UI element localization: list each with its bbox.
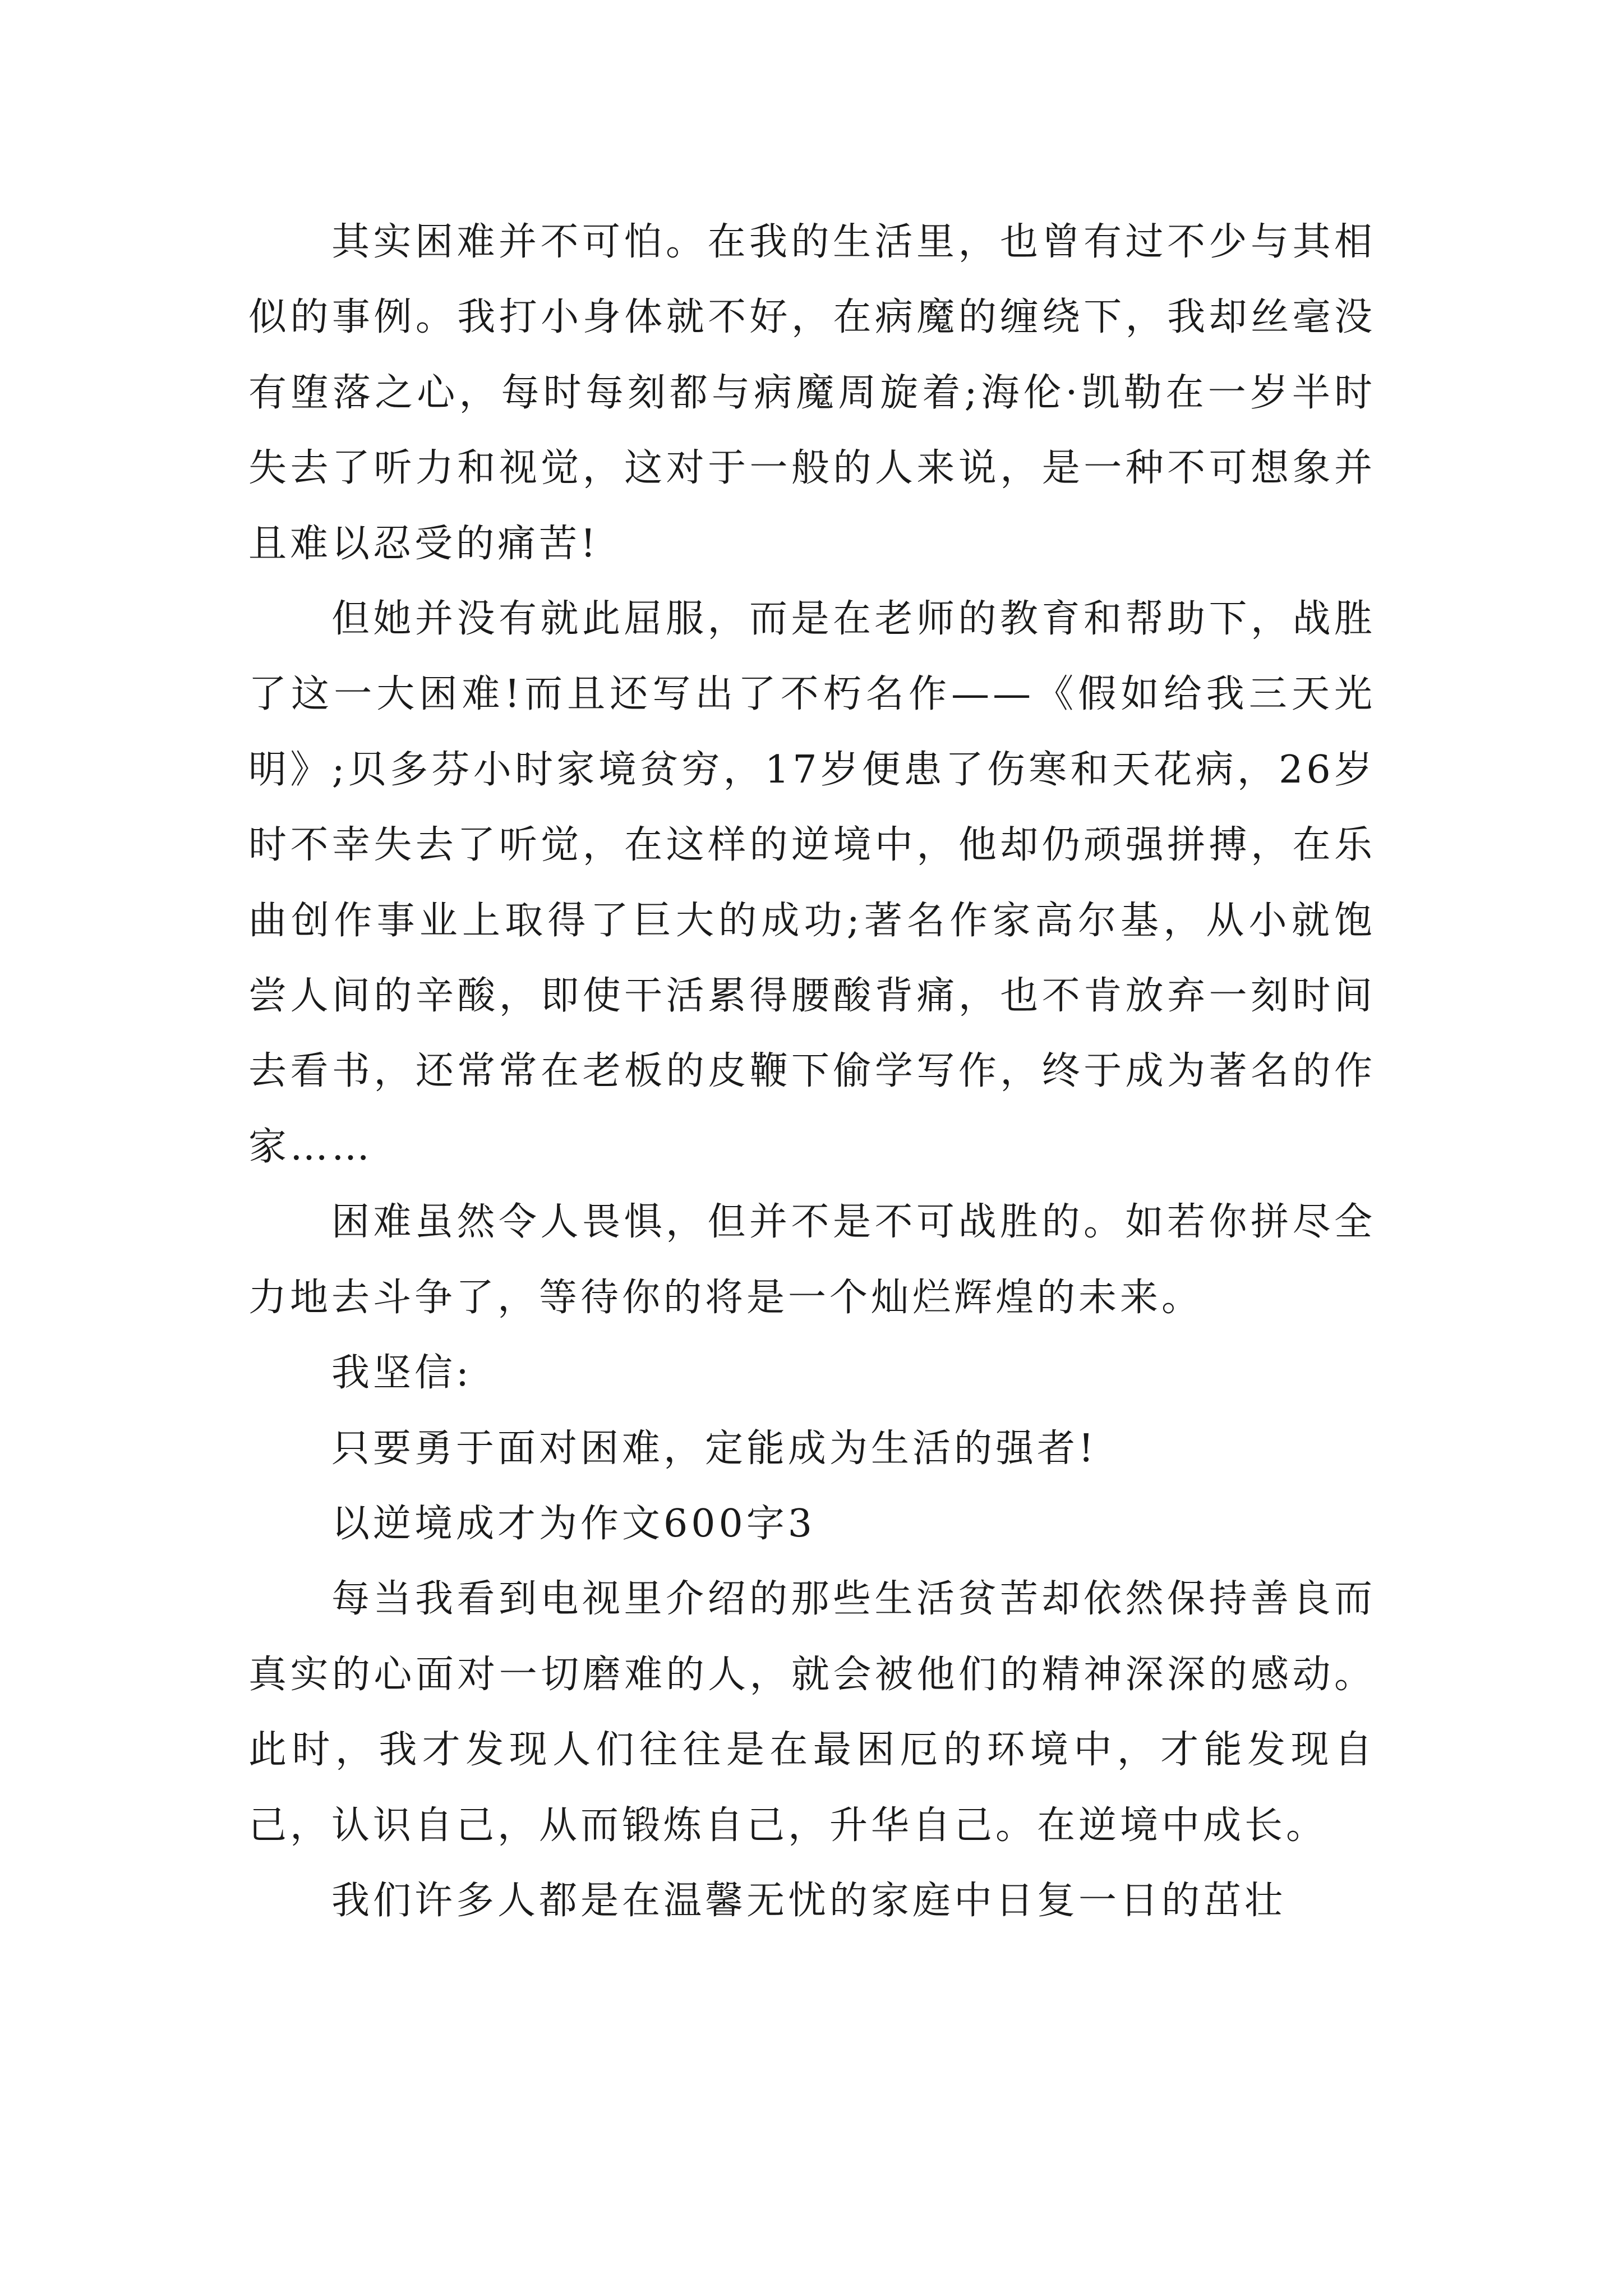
section-heading: 以逆境成才为作文600字3: [331, 1501, 816, 1546]
paragraph-6: 每当我看到电视里介绍的那些生活贫苦却依然保持善良而真实的心面对一切磨难的人，就会被他们的精神深深的感动。此时，我才发现人们往往是在最困厄的环境中，才能发现自己，认识自己，从而锻炼自己，升华自己。在逆境中成长。: [248, 1577, 1376, 1848]
paragraph-4: 我坚信:: [331, 1351, 472, 1396]
paragraph-3: 困难虽然令人畏惧，但并不是不可战胜的。如若你拼尽全力地去斗争了，等待你的将是一个灿烂辉煌的未来。: [248, 1200, 1376, 1320]
paragraph-1: 其实困难并不可怕。在我的生活里，也曾有过不少与其相似的事例。我打小身体就不好，在病魔的缠绕下，我却丝毫没有堕落之心，每时每刻都与病魔周旋着;海伦·凯勒在一岁半时失去了听力和视觉，这对于一般的人来说，是一种不可想象并且难以忍受的痛苦!: [248, 220, 1376, 566]
paragraph-7: 我们许多人都是在温馨无忧的家庭中日复一日的茁壮: [331, 1878, 1287, 1923]
document-body: [248, 205, 1376, 1939]
paragraph-2: 但她并没有就此屈服，而是在老师的教育和帮助下，战胜了这一大困难!而且还写出了不朽名作——《假如给我三天光明》;贝多芬小时家境贫穷，17岁便患了伤寒和天花病，26岁时不幸失去了听觉，在这样的逆境中，他却仍顽强拼搏，在乐曲创作事业上取得了巨大的成功;著名作家高尔基，从小就饱尝人间的辛酸，即使干活累得腰酸背痛，也不肯放弃一刻时间去看书，还常常在老板的皮鞭下偷学写作，终于成为著名的作家……: [248, 597, 1376, 1169]
paragraph-5: 只要勇于面对困难，定能成为生活的强者!: [331, 1426, 1098, 1471]
